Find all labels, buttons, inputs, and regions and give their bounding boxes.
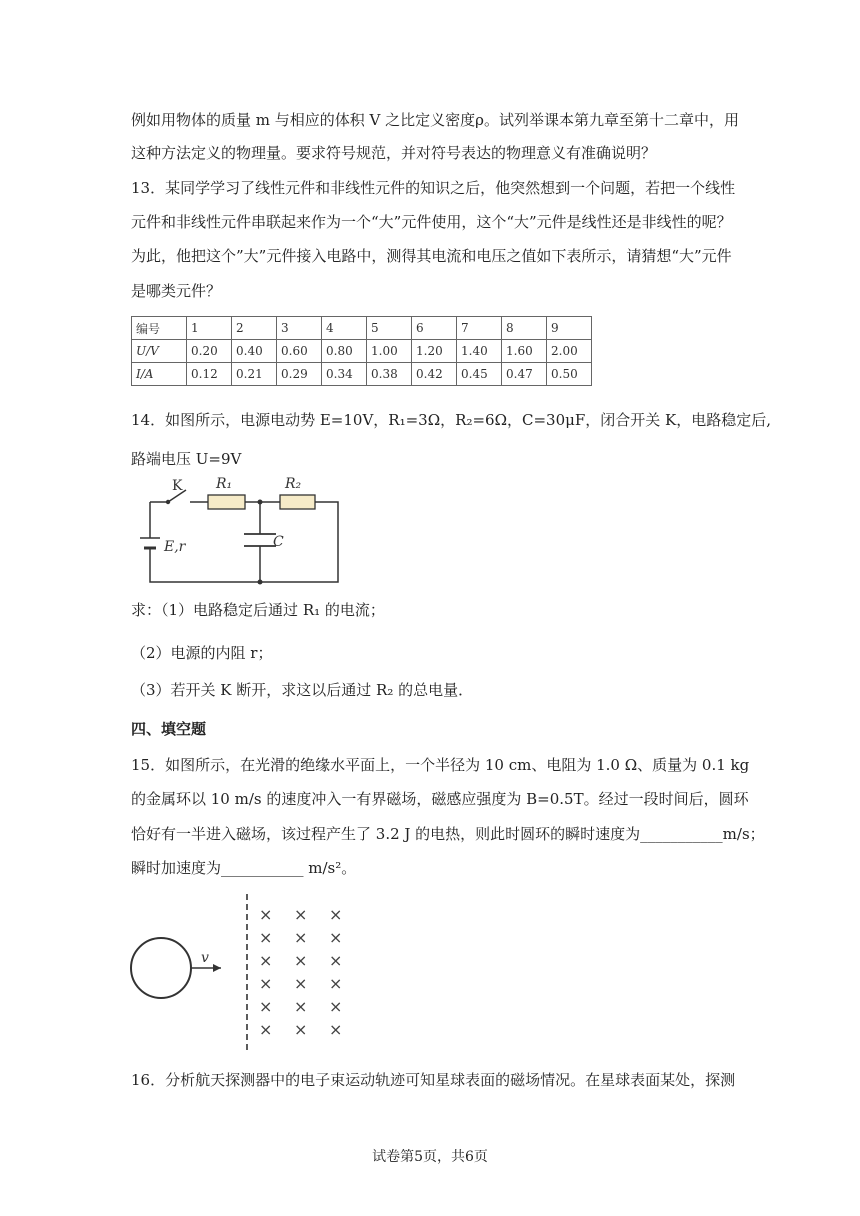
field-cross: × — [259, 928, 273, 947]
q12-line-1: 例如用物体的质量 m 与相应的体积 V 之比定义密度ρ。试列举课本第九章至第十二章中，用 — [131, 111, 739, 129]
table-cell: 1 — [187, 317, 232, 340]
table-row — [132, 363, 592, 386]
table-cell: 0.50 — [547, 363, 592, 386]
field-cross: × — [329, 905, 343, 924]
circuit-diagram — [130, 470, 350, 590]
field-cross: × — [294, 997, 308, 1016]
metal-ring — [131, 938, 191, 998]
table-cell: 9 — [547, 317, 592, 340]
table-cell: 0.12 — [187, 363, 232, 386]
table-cell: 0.47 — [502, 363, 547, 386]
q14-sub-3: （3）若开关 K 断开，求这以后通过 R₂ 的总电量． — [131, 681, 474, 699]
table-cell: 3 — [277, 317, 322, 340]
switch-pivot-dot — [166, 500, 170, 504]
table-cell: 0.40 — [232, 340, 277, 363]
table-cell: 2 — [232, 317, 277, 340]
junction-dot-top — [258, 500, 263, 505]
field-cross: × — [329, 1020, 343, 1039]
table-cell: 0.38 — [367, 363, 412, 386]
q14-line-2: 路端电压 U=9V — [131, 450, 242, 468]
table-row — [132, 340, 592, 363]
q13-line-2: 元件和非线性元件串联起来作为一个“大”元件使用，这个“大”元件是线性还是非线性的呢？ — [131, 213, 732, 231]
r1-label: R₁ — [216, 476, 233, 492]
table-cell: 0.21 — [232, 363, 277, 386]
q14-sub-1: 求：（1）电路稳定后通过 R₁ 的电流； — [131, 601, 385, 619]
q14-sub-2: （2）电源的内阻 r； — [131, 644, 273, 662]
q13-line-4: 是哪类元件？ — [131, 282, 222, 300]
field-cross: × — [259, 1020, 273, 1039]
q15-line-3: 恰好有一半进入磁场，该过程产生了 3.2 J 的电热，则此时圆环的瞬时速度为___________m/s； — [131, 825, 765, 843]
table-cell: 1.60 — [502, 340, 547, 363]
q14-line-1: 14．如图所示，电源电动势 E=10V，R₁=3Ω，R₂=6Ω，C=30μF，闭合开关 K，电路稳定后, — [131, 411, 772, 429]
q15-line-2: 的金属环以 10 m/s 的速度冲入一有界磁场，磁感应强度为 B=0.5T。经过一段时间后，圆环 — [131, 790, 749, 808]
field-cross: × — [294, 928, 308, 947]
table-cell: 0.34 — [322, 363, 367, 386]
table-row — [132, 317, 592, 340]
q16-line-1: 16．分析航天探测器中的电子束运动轨迹可知星球表面的磁场情况。在星球表面某处，探测 — [131, 1071, 736, 1089]
arrow-head — [213, 964, 221, 972]
junction-dot-bottom — [258, 580, 263, 585]
velocity-label: v — [201, 950, 209, 966]
table-cell: 1.00 — [367, 340, 412, 363]
table-cell: 0.20 — [187, 340, 232, 363]
table-cell: U/V — [132, 340, 187, 363]
q13-line-1: 13．某同学学习了线性元件和非线性元件的知识之后，他突然想到一个问题，若把一个线性 — [131, 179, 736, 197]
table-cell: 编号 — [132, 317, 187, 340]
section-title: 四、填空题 — [131, 720, 207, 738]
r2-label: R₂ — [285, 476, 302, 492]
page-footer: 试卷第5页，共6页 — [372, 1149, 488, 1165]
field-cross: × — [259, 997, 273, 1016]
table-cell: I/A — [132, 363, 187, 386]
q13-line-3: 为此，他把这个”大”元件接入电路中，测得其电流和电压之值如下表所示，请猜想“大”元件 — [131, 247, 732, 265]
q15-line-4: 瞬时加速度为___________ m/s²。 — [131, 859, 357, 877]
table-cell: 7 — [457, 317, 502, 340]
table-cell: 0.45 — [457, 363, 502, 386]
field-cross: × — [294, 905, 308, 924]
table-cell: 4 — [322, 317, 367, 340]
field-cross: × — [329, 974, 343, 993]
table-cell: 2.00 — [547, 340, 592, 363]
table-cell: 1.20 — [412, 340, 457, 363]
resistor-r1 — [208, 495, 245, 509]
field-cross: × — [259, 951, 273, 970]
table-cell: 1.40 — [457, 340, 502, 363]
table-cell: 0.80 — [322, 340, 367, 363]
field-cross: × — [329, 928, 343, 947]
resistor-r2 — [280, 495, 315, 509]
q12-line-2: 这种方法定义的物理量。要求符号规范，并对符号表达的物理意义有准确说明？ — [131, 144, 657, 162]
capacitor-label: C — [273, 534, 284, 550]
field-cross: × — [259, 905, 273, 924]
table-cell: 0.42 — [412, 363, 457, 386]
table-cell: 0.60 — [277, 340, 322, 363]
q15-line-1: 15．如图所示，在光滑的绝缘水平面上，一个半径为 10 cm、电阻为 1.0 Ω、质量为 0.1 kg — [131, 756, 750, 774]
field-cross: × — [329, 997, 343, 1016]
magnetic-field-figure — [125, 890, 365, 1055]
table-cell: 0.29 — [277, 363, 322, 386]
table-cell: 8 — [502, 317, 547, 340]
source-label: E,r — [164, 539, 186, 555]
field-cross: × — [294, 951, 308, 970]
field-cross: × — [294, 1020, 308, 1039]
table-cell: 5 — [367, 317, 412, 340]
table-cell: 6 — [412, 317, 457, 340]
field-cross: × — [259, 974, 273, 993]
field-cross: × — [294, 974, 308, 993]
switch-label: K — [172, 478, 183, 494]
measurement-table — [131, 316, 592, 386]
field-cross: × — [329, 951, 343, 970]
